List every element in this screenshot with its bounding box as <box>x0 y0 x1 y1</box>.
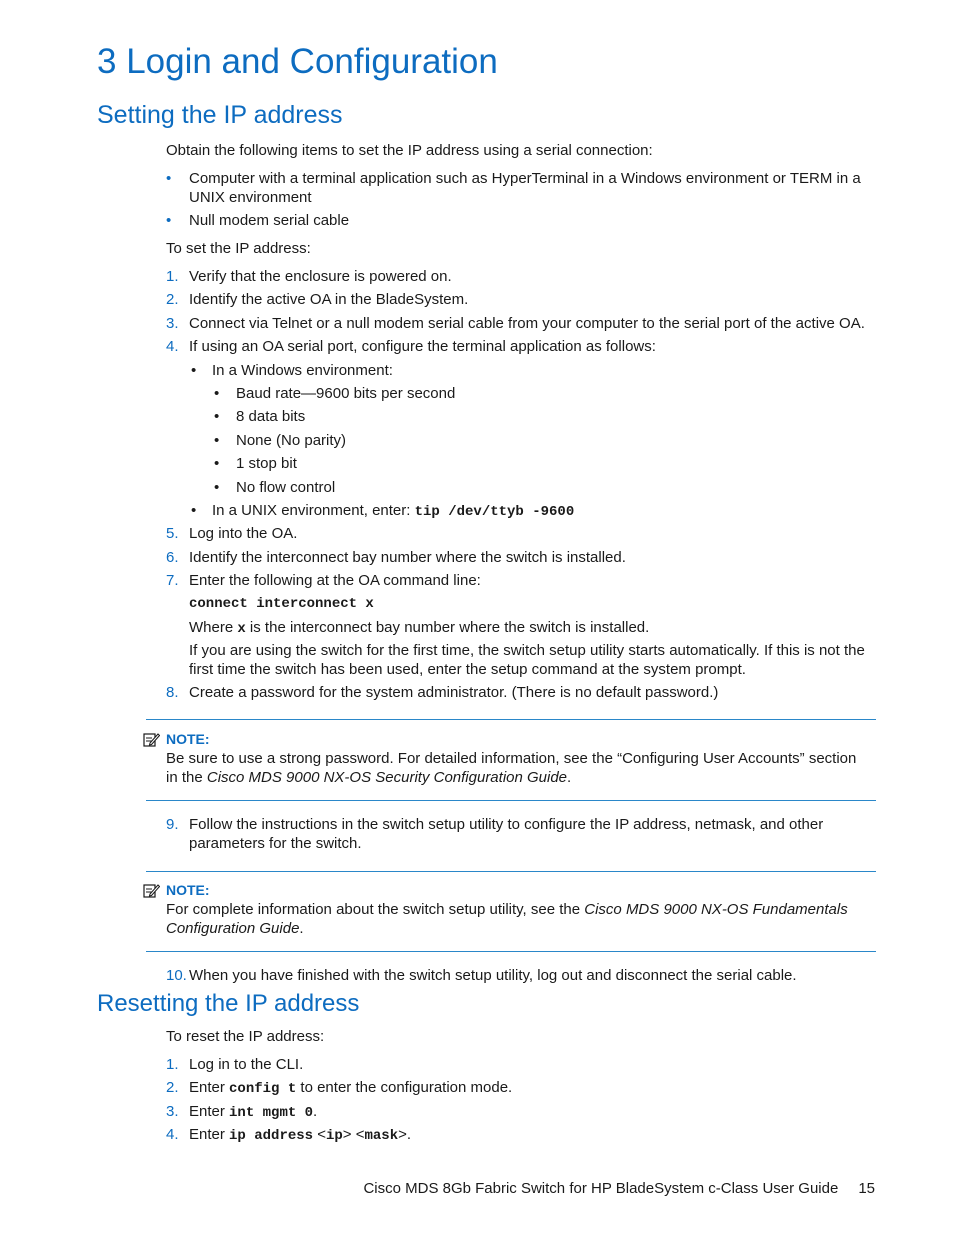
note-text <box>166 749 871 787</box>
step-code: int mgmt 0 <box>229 1105 314 1121</box>
chapter-title: 3 Login and Configuration <box>97 42 498 81</box>
note-text-before: Be sure to use a strong password. For detailed information, see the “Configuring User Accounts” section in the <box>166 750 857 786</box>
note-rule-bottom <box>146 951 876 952</box>
step-text: Create a password for the system administrator. (There is no default password.) <box>189 684 719 701</box>
step-text <box>189 1078 512 1099</box>
where-prefix: Where <box>189 619 238 636</box>
step-number: 4. <box>166 1126 179 1143</box>
section1-intro: Obtain the following items to set the IP address using a serial connection: <box>166 142 653 159</box>
step-number: 7. <box>166 572 179 589</box>
step-code: ip address <box>229 1128 314 1144</box>
step-arg-ip: ip <box>325 1128 343 1144</box>
step-number: 5. <box>166 525 179 542</box>
where-var: x <box>237 621 246 637</box>
step-suffix: . <box>313 1103 318 1120</box>
note-text-after: . <box>299 920 304 937</box>
step-text: When you have finished with the switch setup utility, log out and disconnect the serial cable. <box>189 967 797 984</box>
step-suffix: to enter the configuration mode. <box>296 1079 513 1096</box>
windows-setting: No flow control <box>236 479 336 496</box>
note-text-before: For complete information about the switch setup utility, see the <box>166 901 585 918</box>
first-time-text: If you are using the switch for the first time, the switch setup utility starts automatically. If this is not the first time the switch has been used, enter the setup command at the system prompt. <box>189 642 865 678</box>
requirement-item: Computer with a terminal application such as HyperTerminal in a Windows environment or TERM in a UNIX environment <box>189 170 861 206</box>
note-text-after: . <box>567 769 572 786</box>
step-code: config t <box>229 1081 297 1097</box>
note-book-title: Cisco MDS 9000 NX-OS Fundamentals Configuration Guide <box>166 901 848 937</box>
step-text <box>189 1102 317 1123</box>
step-prefix: Enter <box>189 1126 230 1143</box>
step-gt: >. <box>398 1126 412 1143</box>
step-number: 2. <box>166 1079 179 1096</box>
windows-setting: Baud rate—9600 bits per second <box>236 385 456 402</box>
step-text: Follow the instructions in the switch setup utility to configure the IP address, netmask, and other parameters for the switch. <box>189 816 824 852</box>
bullet-icon: • <box>191 362 197 379</box>
bullet-icon: • <box>214 408 220 425</box>
where-suffix: is the interconnect bay number where the switch is installed. <box>245 619 650 636</box>
step-text: If using an OA serial port, configure the terminal application as follows: <box>189 338 656 355</box>
step-text: Enter the following at the OA command line: <box>189 572 481 589</box>
note-rule-bottom <box>146 800 876 801</box>
note-label: NOTE: <box>166 882 210 898</box>
step-number: 9. <box>166 816 179 833</box>
step-number: 8. <box>166 684 179 701</box>
note-label: NOTE: <box>166 731 210 747</box>
windows-label: In a Windows environment: <box>212 362 393 379</box>
step-text: Log in to the CLI. <box>189 1056 304 1073</box>
section-title-setting-ip: Setting the IP address <box>97 101 343 129</box>
step-text: Log into the OA. <box>189 525 298 542</box>
note-text <box>166 900 871 938</box>
step-text: Verify that the enclosure is powered on. <box>189 268 452 285</box>
step-text: Identify the interconnect bay number where the switch is installed. <box>189 549 626 566</box>
step-number: 6. <box>166 549 179 566</box>
section2-intro: To reset the IP address: <box>166 1028 325 1045</box>
step-number: 1. <box>166 1056 179 1073</box>
step-number: 4. <box>166 338 179 355</box>
note-rule-top <box>146 719 876 720</box>
bullet-icon: • <box>214 385 220 402</box>
note-rule-top <box>146 871 876 872</box>
step-text: Identify the active OA in the BladeSystem. <box>189 291 469 308</box>
windows-setting: 1 stop bit <box>236 455 297 472</box>
windows-setting: None (No parity) <box>236 432 347 449</box>
note-pencil-icon <box>143 882 160 899</box>
step-gt-lt: > < <box>342 1126 365 1143</box>
requirement-item: Null modem serial cable <box>189 212 350 229</box>
bullet-icon: • <box>166 212 172 229</box>
footer-page-number: 15 <box>858 1180 875 1197</box>
unix-command: tip /dev/ttyb -9600 <box>414 504 575 520</box>
steps-intro: To set the IP address: <box>166 240 311 257</box>
bullet-icon: • <box>214 432 220 449</box>
where-line <box>189 618 649 639</box>
unix-line <box>212 501 574 522</box>
bullet-icon: • <box>214 455 220 472</box>
page-footer <box>363 1180 875 1197</box>
step-number: 2. <box>166 291 179 308</box>
step-number: 3. <box>166 315 179 332</box>
footer-doc-title: Cisco MDS 8Gb Fabric Switch for HP BladeSystem c-Class User Guide <box>363 1180 839 1197</box>
windows-setting: 8 data bits <box>236 408 306 425</box>
step-prefix: Enter <box>189 1079 230 1096</box>
step-number: 10. <box>166 967 187 984</box>
unix-label: In a UNIX environment, enter: <box>212 502 415 519</box>
note-book-title: Cisco MDS 9000 NX-OS Security Configuration Guide <box>206 769 568 786</box>
step-text: Connect via Telnet or a null modem serial cable from your computer to the serial port of the active OA. <box>189 315 865 332</box>
step-number: 1. <box>166 268 179 285</box>
bullet-icon: • <box>214 479 220 496</box>
bullet-icon: • <box>191 502 197 519</box>
step-lt: < <box>313 1126 326 1143</box>
bullet-icon: • <box>166 170 172 187</box>
note-pencil-icon <box>143 731 160 748</box>
step-text <box>189 1125 411 1146</box>
command-line: connect interconnect x <box>189 596 374 612</box>
step-arg-mask: mask <box>364 1128 399 1144</box>
section-title-resetting-ip: Resetting the IP address <box>97 990 360 1017</box>
step-number: 3. <box>166 1103 179 1120</box>
step-prefix: Enter <box>189 1103 230 1120</box>
